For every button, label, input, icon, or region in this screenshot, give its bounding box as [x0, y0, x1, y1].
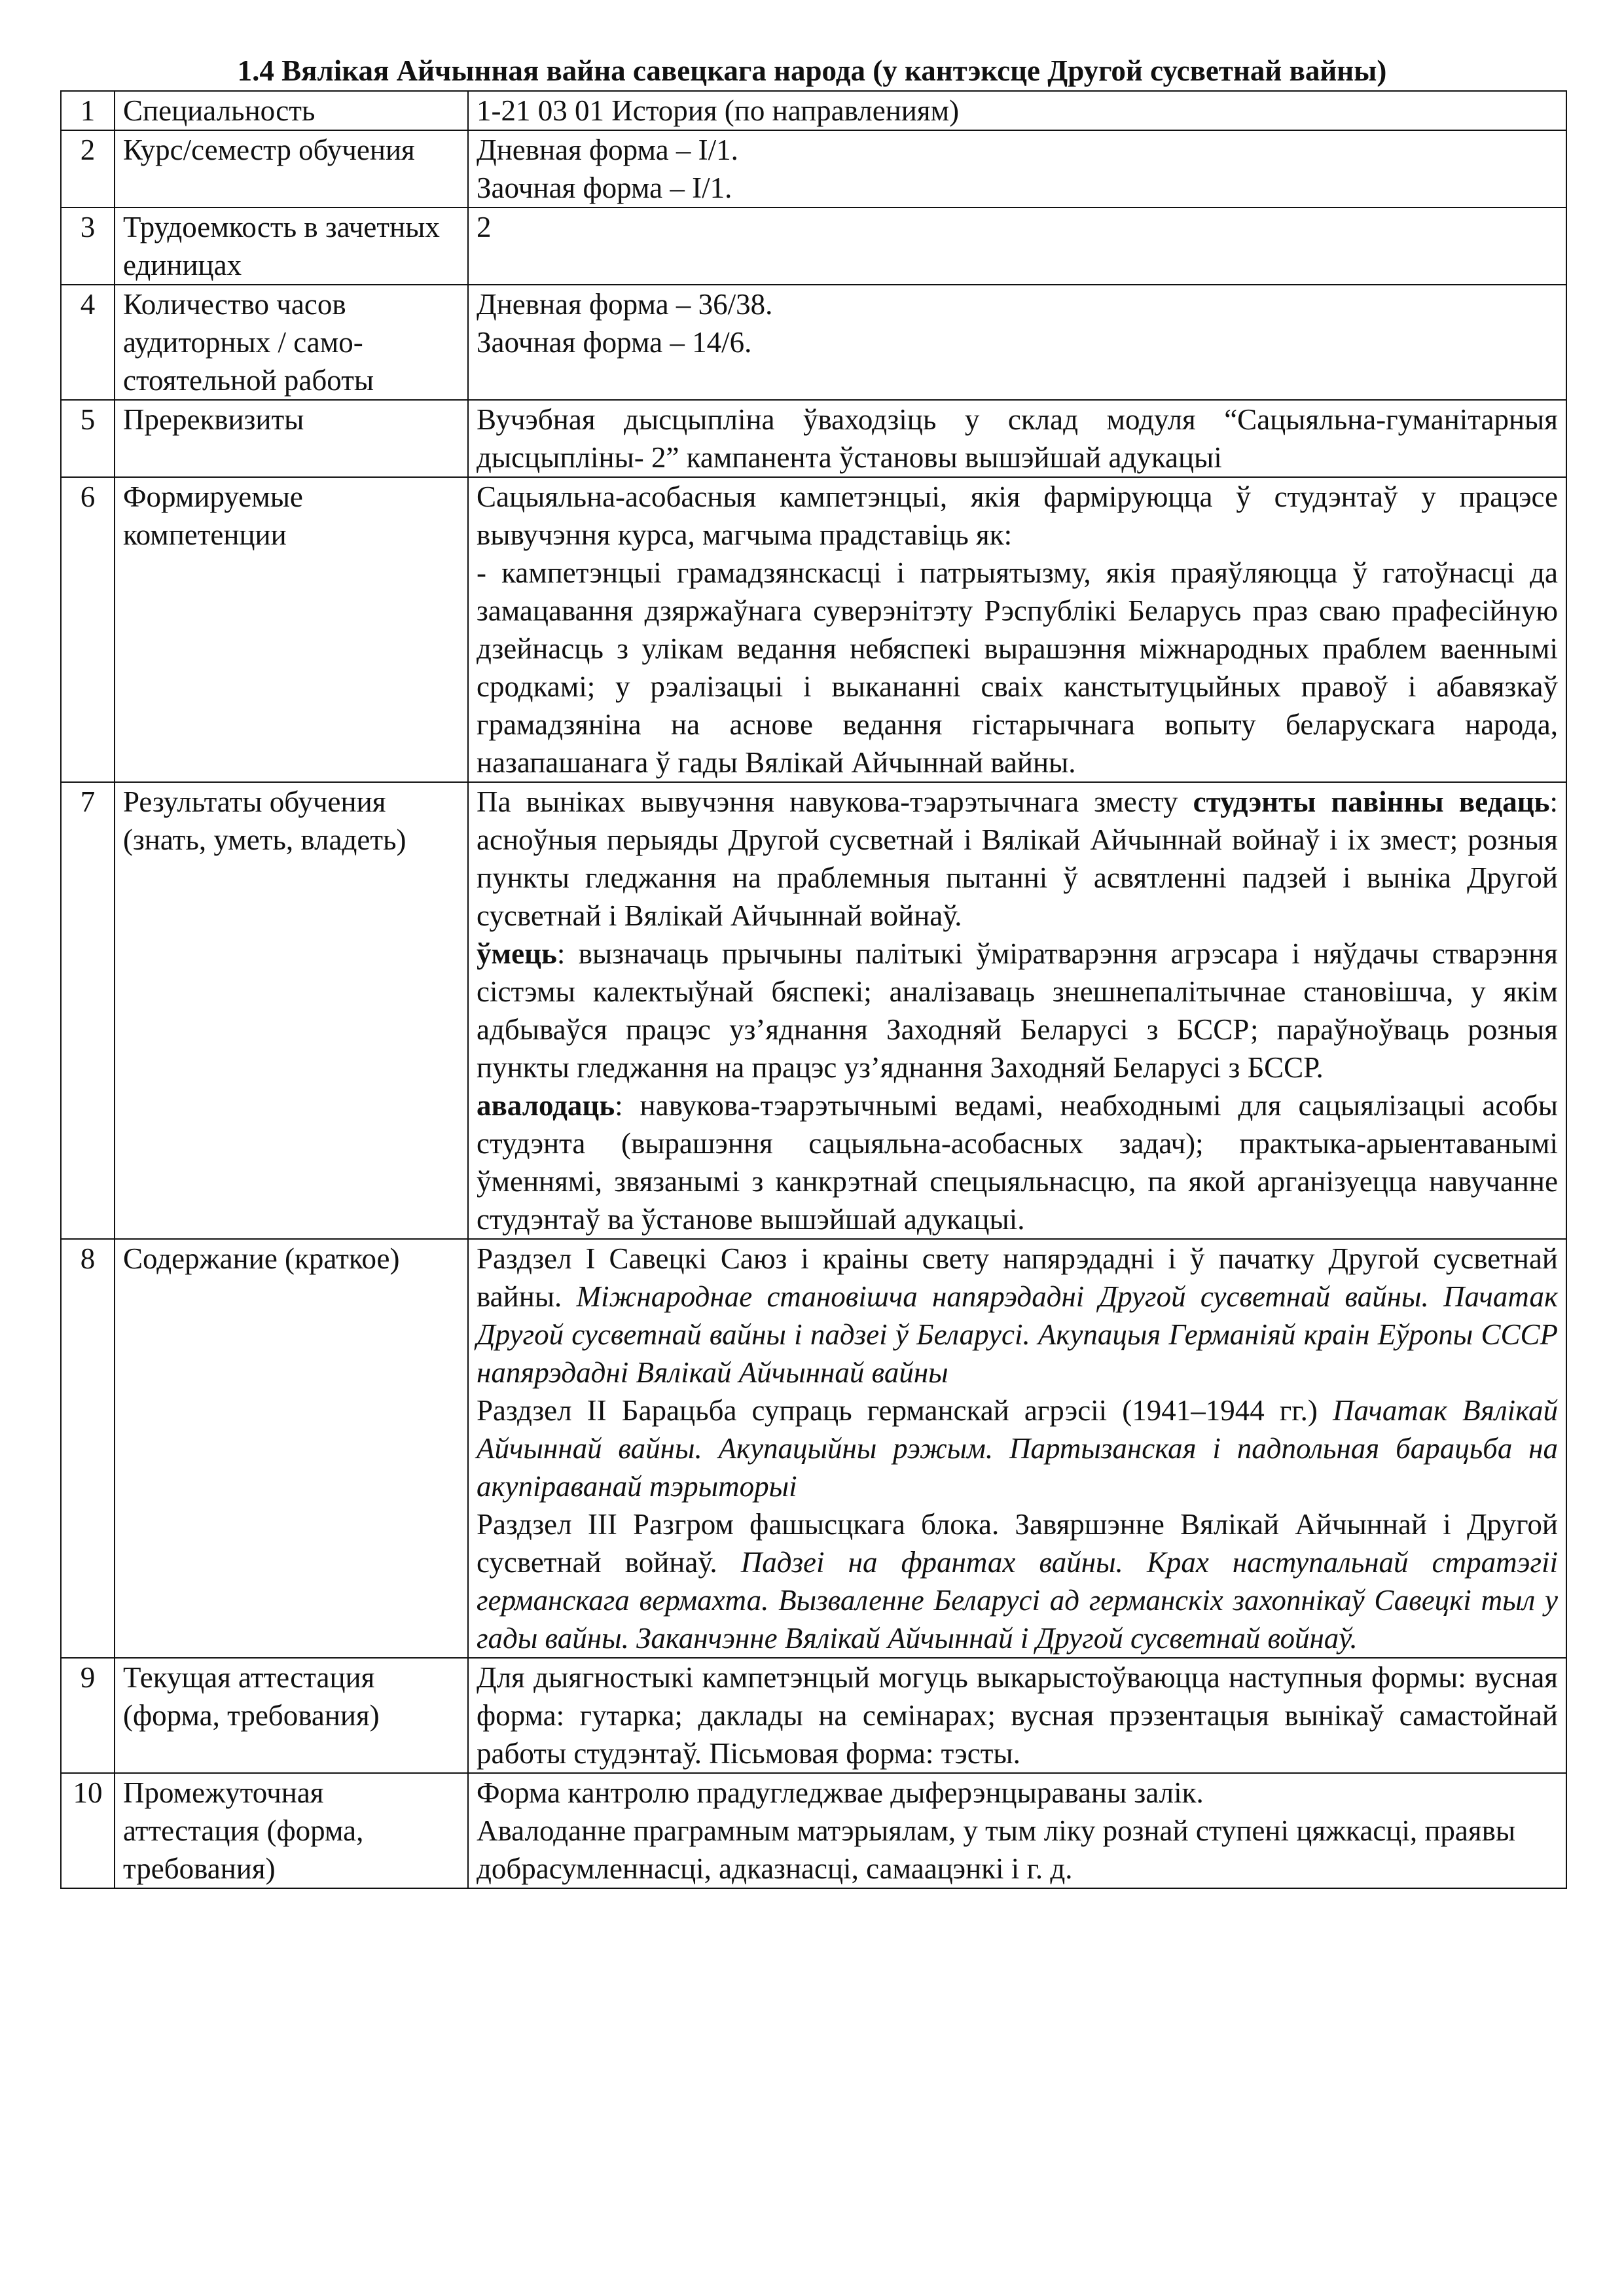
row-number: 8 [61, 1239, 115, 1658]
table-row [61, 782, 1566, 1239]
section-2-topics: Пачатак Вялікай Айчыннай вайны. Акупацыйны рэжым. Партызанская і падпольная барацьба на акупіраванай тэрыторыі [477, 1394, 1559, 1503]
row-number: 4 [61, 285, 115, 400]
row-value [468, 1239, 1566, 1658]
row-label: Промежуточная аттестация (форма, требования) [115, 1773, 468, 1888]
row-value: 1-21 03 01 История (по направлениям) [468, 91, 1566, 130]
section-3 [477, 1505, 1558, 1657]
row-value [468, 1773, 1566, 1888]
value-line: Заочная форма – I/1. [477, 171, 732, 204]
row-label: Результаты обучения (знать, уметь, владеть) [115, 782, 468, 1239]
page-title: 1.4 Вялікая Айчынная вайна савецкага народа (у кантэксце Другой сусветнай вайны) [237, 54, 1387, 87]
outcome-can-text: : вызначаць прычыны палітыкі ўміратварэння агрэсара і няўдачы стварэння сістэмы калектыўнай бяспекі; аналізаваць знешнепалітычнае становішча, у якім адбываўся працэс уз’яднання Заходняй Беларусі з БССР; параўноўваць розныя пункты гледжання на працэс уз’яднання Заходняй Беларусі з БССР. [477, 937, 1558, 1084]
row-number: 2 [61, 130, 115, 207]
row-value: 2 [468, 207, 1566, 285]
section-3-title: Раздзел III Разгром фашысцкага блока. Завяршэнне Вялікай Айчыннай і Другой сусветнай войнаў. [477, 1508, 1558, 1579]
section-1-title: Раздзел I Савецкі Саюз і краіны свету напярэдадні і ў пачатку Другой сусветнай вайны. [477, 1242, 1558, 1313]
row-label: Текущая аттестация (форма, требования) [115, 1658, 468, 1773]
row-value: Вучэбная дысцыпліна ўваходзіць у склад модуля “Сацыяльна-гуманітарныя дысцыпліны- 2” кампанента ўстановы вышэйшай адукацыі [468, 400, 1566, 477]
outcome-own [477, 1086, 1558, 1238]
table-row [61, 130, 1566, 207]
row-label: Формируемые компетенции [115, 477, 468, 782]
row-label: Пререквизиты [115, 400, 468, 477]
table-row [61, 1239, 1566, 1658]
value-line: Дневная форма – 36/38. [477, 288, 773, 321]
row-label: Трудоемкость в зачетных единицах [115, 207, 468, 285]
table-row [61, 91, 1566, 130]
table-row [61, 400, 1566, 477]
outcome-know [477, 783, 1558, 935]
outcome-own-label: авалодаць [477, 1089, 615, 1122]
outcome-know-intro: Па выніках вывучэння навукова-тэарэтычнага зместу [477, 785, 1178, 818]
row-value [468, 782, 1566, 1239]
table-row [61, 1658, 1566, 1773]
competence-intro: Сацыяльна-асобасныя кампетэнцыі, якія фарміруюцца ў студэнтаў у працэсе вывучэння курса, магчыма прадставіць як: [477, 480, 1558, 551]
row-number: 3 [61, 207, 115, 285]
row-number: 5 [61, 400, 115, 477]
row-number: 1 [61, 91, 115, 130]
row-number: 6 [61, 477, 115, 782]
row-label: Специальность [115, 91, 468, 130]
table-row [61, 285, 1566, 400]
outcome-can-label: ўмець [477, 937, 557, 970]
row-number: 9 [61, 1658, 115, 1773]
table-row [61, 1773, 1566, 1888]
outcome-own-text: : навукова-тэарэтычнымі ведамі, неабходнымі для сацыялізацыі асобы студэнта (вырашэння сацыяльна-асобасных задач); практыка-арыентаванымі ўменнямі, звязанымі з канкрэтнай спецыяльнасцю, па якой арганізуецца навучанне студэнтаў ва ўстанове вышэйшай адукацыі. [477, 1089, 1558, 1236]
row-value: Для дыягностыкі кампетэнцый могуць выкарыстоўваюцца наступныя формы: вусная форма: гутарка; даклады на семінарах; вусная прэзентацыя вынікаў самастойнай работы студэнтаў. Пісьмовая форма: тэсты. [468, 1658, 1566, 1773]
outcome-know-text: : асноўныя перыяды Другой сусветнай і Вялікай Айчыннай войнаў і іх змест; розныя пункты гледжання на праблемныя пытанні ў асвятленні падзей і выніка Другой сусветнай і Вялікай Айчыннай войнаў. [477, 785, 1558, 932]
row-number: 10 [61, 1773, 115, 1888]
value-line: Авалоданне праграмным матэрыялам, у тым ліку рознай ступені цяжкасці, праявы добрасумленнасці, адказнасці, самаацэнкі і г. д. [477, 1814, 1516, 1885]
section-2-title: Раздзел II Барацьба супраць германскай агрэсіі (1941–1944 гг.) [477, 1394, 1318, 1427]
table-row [61, 207, 1566, 285]
section-3-topics: Падзеі на франтах вайны. Крах наступальнай стратэгіі германскага вермахта. Вызваленне Беларусі ад германскіх захопнікаў Савецкі тыл у гады вайны. Заканчэнне Вялікай Айчыннай і Другой сусветнай войнаў. [477, 1546, 1559, 1655]
value-line: Дневная форма – I/1. [477, 134, 738, 166]
competence-item: - кампетэнцыі грамадзянскасці і патрыятызму, якія праяўляюцца ў гатоўнасці да замацавання дзяржаўнага суверэнітэту Рэспублікі Беларусь праз сваю прафесійную дзейнасць з улікам ведання небяспекі вырашэння міжнародных праблем ваеннымі сродкамі; у рэалізацыі і выкананні сваіх канстытуцыйных правоў і абавязкаў грамадзяніна на аснове ведання гістарычнага вопыту беларускага народа, назапашанага ў гады Вялікай Айчыннай вайны. [477, 556, 1558, 779]
row-value [468, 477, 1566, 782]
section-1 [477, 1240, 1558, 1391]
row-label: Количество часов аудиторных / само-стоятельной работы [115, 285, 468, 400]
outcome-can [477, 935, 1558, 1086]
section-2 [477, 1391, 1558, 1505]
row-label: Содержание (краткое) [115, 1239, 468, 1658]
row-label: Курс/семестр обучения [115, 130, 468, 207]
value-line: Заочная форма – 14/6. [477, 326, 752, 359]
outcome-know-label: студэнты павінны ведаць [1193, 785, 1550, 818]
row-value [468, 285, 1566, 400]
section-1-topics: Міжнароднае становішча напярэдадні Другой сусветнай вайны. Пачатак Другой сусветнай вайны і падзеі ў Беларусі. Акупацыя Германіяй краін Еўропы СССР напярэдадні Вялікай Айчыннай вайны [477, 1280, 1558, 1389]
row-number: 7 [61, 782, 115, 1239]
row-value [468, 130, 1566, 207]
table-row [61, 477, 1566, 782]
course-info-table [60, 90, 1567, 1889]
value-line: Форма кантролю прадугледжвае дыферэнцыраваны залік. [477, 1776, 1204, 1809]
